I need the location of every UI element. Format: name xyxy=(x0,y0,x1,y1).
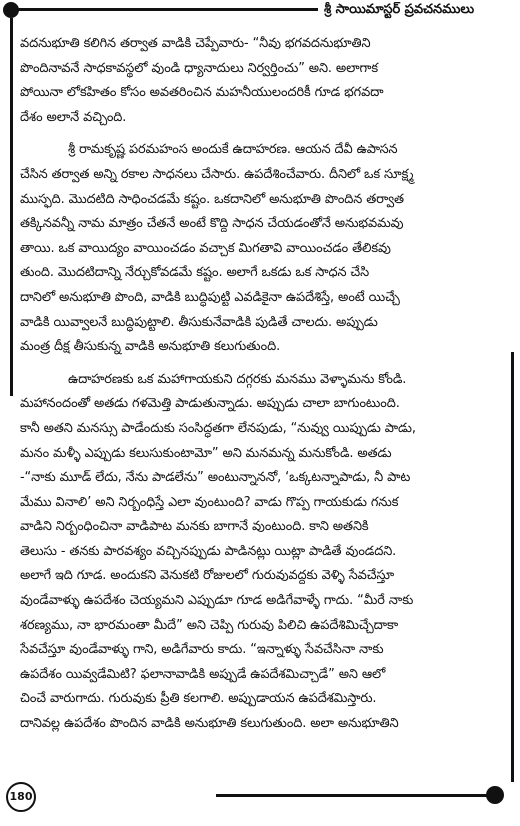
text-line: దానివల్ల ఉపదేశం పొందిన వాడికి అనుభూతి కలుగుతుంది. అలా అనుభూతిని xyxy=(20,716,399,732)
text-line: శ్రీ రామకృష్ణ పరమహంస అందుకే ఉదాహరణ. ఆయన దేవీ ఉపాసన xyxy=(68,142,398,158)
paragraph xyxy=(20,368,508,737)
paragraph-gap xyxy=(20,360,508,368)
text-line: దానిలో అనుభూతి పొంది, వాడికి బుద్ధిపుట్టి ఎవడికైనా ఉపదేశిస్తే, అంటే యిచ్చే xyxy=(20,289,400,305)
text-line: చించే వారుగాదు. గురువుకు ప్రీతి కలగాలి. అప్పుడాయన ఉపదేశమిస్తారు. xyxy=(20,691,377,707)
text-line: పోయినా లోకహితం కోసం అవతరించిన మహనీయులందరికీ గూడ భగవదా xyxy=(20,85,384,101)
text-line: వాడికి యివ్వాలనే బుద్ధిపుట్టాలి. తీసుకునేవాడికి పుడితే చాలదు. అప్పుడు xyxy=(20,314,378,330)
text-line: ముస్ఫది. మొదటిది సాధించడమే కష్టం. ఒకదానిలో అనుభూతి పొందిన తర్వాత xyxy=(20,191,404,207)
text-line: శరణ్యము, నా భారమంతా మీదే” అని చెప్పి గురువు పిలిచి ఉపదేశిమిచ్చేదాకా xyxy=(20,617,399,633)
header-bullet-ornament xyxy=(3,2,19,18)
header-rule xyxy=(18,8,318,11)
text-line: చేసిన తర్వాత అన్ని రకాల సాధనలు చేసారు. ఉపదేశించేవారు. దీనిలో ఒక సూక్ష్మ xyxy=(20,166,414,182)
text-line: మంత్ర దీక్ష తీసుకున్న వాడికి అనుభూతి కలుగుతుంది. xyxy=(20,339,281,355)
body-text xyxy=(20,32,508,737)
text-line: తక్కినవన్నీ నామ మాత్రం చేతనే అంటే కొద్ది సాధన చేయడంతోనే అనుభవమవు xyxy=(20,216,404,232)
running-header-title: శ్రీ సాయిమాస్టర్ ప్రవచనములు xyxy=(324,2,475,17)
text-line: ఉపదేశం యివ్వడేమిటి? ఫలానావాడికి అప్పుడే ఉపదేశమిచ్చాడే” అని ఆలో xyxy=(20,666,386,682)
paragraph xyxy=(20,138,508,359)
paragraph-gap xyxy=(20,130,508,138)
text-line: -“నాకు మూడ్ లేదు, నేను పాడలేను” అంటున్నాననో, ‘ఒక్కటన్నాపాడు, నీ పాట xyxy=(20,470,411,486)
text-line: సేవచేస్తూ వుండేవాళ్ళు గాని, అడిగేవారు కాదు. “ఇన్నాళ్ళు సేవచేసినా నాకు xyxy=(20,642,384,658)
text-line: మహానందంతో అతడు గళమెత్తి పాడుతున్నాడు. అప్పుడు చాలా బాగుంటుంది. xyxy=(20,396,400,412)
footer-bullet-ornament xyxy=(486,786,504,804)
text-line: దేశం అలానే వచ్చింది. xyxy=(20,109,127,125)
page-number: 180 xyxy=(6,782,36,812)
text-line: కానీ అతని మనస్సు పాడేందుకు సంసిద్ధతగా లేనపుడు, “నువ్వు యిప్పుడు పాడు, xyxy=(20,420,416,436)
text-line: తెలుసు - తనకు పారవశ్యం వచ్చినప్పుడు పాడినట్లు యిట్లా పాడితే వుండదని. xyxy=(20,543,397,559)
text-line: వుండేవాళ్ళు ఉపదేశం చెయ్యమని ఎప్పుడూ గూడ అడిగేవాళ్ళే గాదు. “మీరే నాకు xyxy=(20,593,414,609)
text-line: మనం మళ్ళీ ఎప్పుడు కలుసుకుంటామో” అని మనమన్న మనుకోండి. అతడు xyxy=(20,445,392,461)
text-line: తుంది. మొదటిదాన్ని నేర్చుకోవడమే కష్టం. అలాగే ఒకడు ఒక సాధన చేసి xyxy=(20,265,370,281)
text-line: పొందినావనే సాధకావస్థలో వుండి ధ్యానాదులు నిర్వర్తించు” అని. అలాగాక xyxy=(20,60,379,76)
text-line: వాడిని నిర్బంధించినా వాడిపాట మనకు బాగానే వుంటుంది. కాని అతనికి xyxy=(20,519,369,535)
text-line: వదనుభూతి కలిగిన తర్వాత వాడికి చెప్పేవారు- “నీవు భగవదనుభూతిని xyxy=(20,36,371,51)
right-margin-rule xyxy=(511,352,514,782)
text-line: మేము వినాలి’ అని నిర్బంధిస్తే ఎలా వుంటుంది? వాడు గొప్ప గాయకుడు గనుక xyxy=(20,494,399,510)
text-line: అలాగే ఇది గూడ. అందుకని వెనుకటి రోజులలో గురువువద్దకు వెళ్ళి సేవచేస్తూ xyxy=(20,568,394,584)
left-margin-rule xyxy=(10,18,13,396)
text-line: తాయి. ఒక వాయిద్యం వాయించడం వచ్చాక మిగతావి వాయించడం తేలికవు xyxy=(20,240,391,256)
paragraph xyxy=(20,32,508,130)
footer-rule xyxy=(216,794,496,797)
text-line: ఉదాహరణకు ఒక మహాగాయకుని దగ్గరకు మనము వెళ్ళామను కోండి. xyxy=(68,371,407,387)
